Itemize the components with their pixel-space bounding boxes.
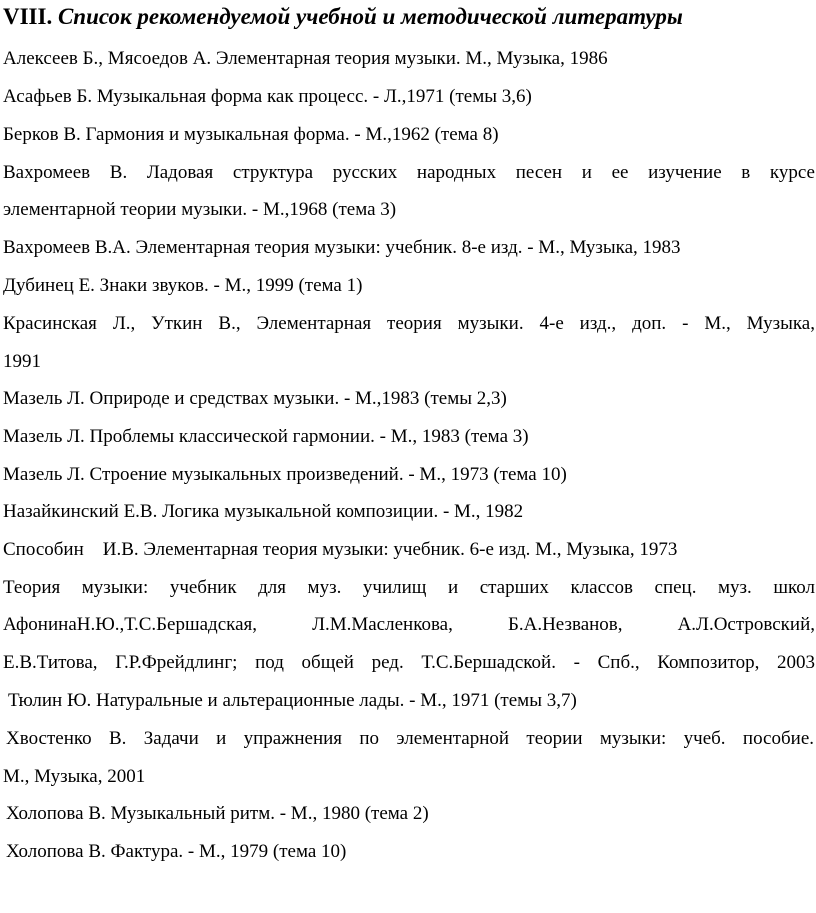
reference-line: М., Музыка, 2001: [3, 766, 146, 787]
reference-line: элементарной теории музыки. - М.,1968 (тема 3): [3, 199, 397, 220]
section-title: Список рекомендуемой учебной и методической литературы: [57, 4, 683, 29]
reference-line: Мазель Л. Оприроде и средствах музыки. - М.,1983 (темы 2,3): [3, 388, 507, 409]
reference-line: Мазель Л. Проблемы классической гармонии. - М., 1983 (тема 3): [3, 426, 529, 447]
reference-line: Дубинец Е. Знаки звуков. - М., 1999 (тема 1): [3, 275, 363, 296]
reference-line: Назайкинский Е.В. Логика музыкальной композиции. - М., 1982: [3, 501, 524, 522]
reference-line: Асафьев Б. Музыкальная форма как процесс. - Л.,1971 (темы 3,6): [3, 86, 532, 107]
reference-line: 1991: [3, 351, 41, 372]
reference-line: Способин И.В. Элементарная теория музыки: учебник. 6-е изд. М., Музыка, 1973: [3, 539, 678, 560]
reference-line: Вахромеев В.А. Элементарная теория музыки: учебник. 8-е изд. - М., Музыка, 1983: [3, 237, 681, 258]
reference-line: Мазель Л. Строение музыкальных произведений. - М., 1973 (тема 10): [3, 464, 567, 485]
section-separator: .: [46, 4, 53, 29]
reference-line: Алексеев Б., Мясоедов А. Элементарная теория музыки. М., Музыка, 1986: [3, 48, 608, 69]
section-number: VIII: [3, 4, 47, 29]
reference-line: Вахромеев В. Ладовая структура русских народных песен и ее изучение в курсе: [3, 162, 815, 183]
reference-line: Холопова В. Фактура. - М., 1979 (тема 10): [6, 841, 347, 862]
reference-line: Холопова В. Музыкальный ритм. - М., 1980 (тема 2): [6, 803, 429, 824]
reference-line: Теория музыки: учебник для муз. училищ и старших классов спец. муз. школ: [3, 577, 815, 598]
reference-line: АфонинаН.Ю.,Т.С.Бершадская, Л.М.Масленкова, Б.А.Незванов, А.Л.Островский,: [3, 614, 815, 635]
reference-line: Тюлин Ю. Натуральные и альтерационные лады. - М., 1971 (темы 3,7): [8, 690, 577, 711]
section-heading: [3, 2, 683, 32]
reference-line: Берков В. Гармония и музыкальная форма. - М.,1962 (тема 8): [3, 124, 499, 145]
reference-line: Красинская Л., Уткин В., Элементарная теория музыки. 4-е изд., доп. - М., Музыка,: [3, 313, 815, 334]
reference-line: Хвостенко В. Задачи и упражнения по элементарной теории музыки: учеб. пособие.: [6, 728, 814, 749]
reference-line: Е.В.Титова, Г.Р.Фрейдлинг; под общей ред. Т.С.Бершадской. - Спб., Композитор, 2003: [3, 652, 815, 673]
